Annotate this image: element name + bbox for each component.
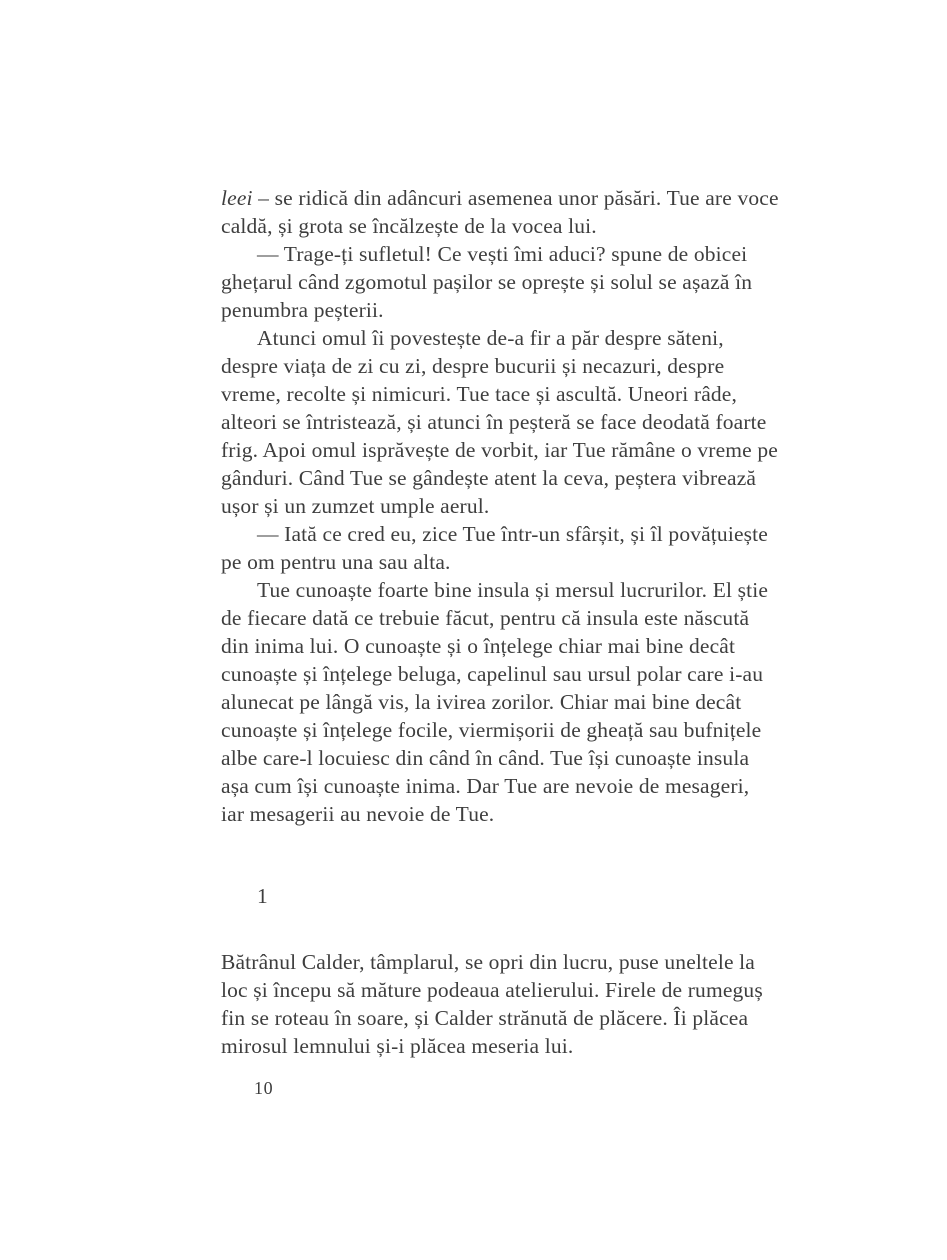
text-line: — Iată ce cred eu, zice Tue într-un sfârșit, și îl povățuiește (257, 522, 768, 546)
page-number: 10 (254, 1078, 274, 1098)
text-line: leei – se ridică din adâncuri asemenea unor păsări. Tue are voce (221, 186, 779, 210)
text-line: penumbra peșterii. (221, 298, 384, 322)
text-line: albe care-l locuiesc din când în când. Tue își cunoaște insula (221, 746, 750, 770)
text-line: alunecat pe lângă vis, la ivirea zorilor. Chiar mai bine decât (221, 690, 742, 714)
text-line: așa cum își cunoaște inima. Dar Tue are nevoie de mesageri, (221, 774, 750, 798)
text-line: caldă, și grota se încălzește de la vocea lui. (221, 214, 597, 238)
text-line: loc și începu să măture podeaua atelierului. Firele de rumeguș (221, 978, 763, 1002)
body-text-block (221, 184, 821, 828)
text-line: pe om pentru una sau alta. (221, 550, 451, 574)
text-line: Tue cunoaște foarte bine insula și mersul lucrurilor. El știe (257, 578, 769, 602)
text-line: ghețarul când zgomotul pașilor se oprește și solul se așază în (221, 270, 753, 294)
italic-lead-word: leei (221, 186, 253, 210)
text-line: frig. Apoi omul isprăvește de vorbit, iar Tue rămâne o vreme pe (221, 438, 778, 462)
text-line: iar mesagerii au nevoie de Tue. (221, 802, 495, 826)
text-line: despre viața de zi cu zi, despre bucurii și necazuri, despre (221, 354, 725, 378)
section-number: 1 (257, 884, 268, 908)
text-line: fin se roteau în soare, și Calder strănută de plăcere. Îi plăcea (221, 1006, 749, 1030)
text-line: ușor și un zumzet umple aerul. (221, 494, 490, 518)
text-line: Atunci omul îi povestește de-a fir a păr despre săteni, (257, 326, 724, 350)
text-line: cunoaște și înțelege focile, viermișorii de gheață sau bufnițele (221, 718, 762, 742)
text-line: mirosul lemnului și-i plăcea meseria lui. (221, 1034, 574, 1058)
text-line: de fiecare dată ce trebuie făcut, pentru că insula este născută (221, 606, 750, 630)
text-line: vreme, recolte și nimicuri. Tue tace și ascultă. Uneori râde, (221, 382, 738, 406)
text-line: cunoaște și înțelege beluga, capelinul sau ursul polar care i-au (221, 662, 764, 686)
chapter-text-block (221, 948, 821, 1060)
text-line: din inima lui. O cunoaște și o înțelege chiar mai bine decât (221, 634, 736, 658)
text-line: gânduri. Când Tue se gândește atent la ceva, peștera vibrează (221, 466, 757, 490)
text-line: alteori se întristează, și atunci în peșteră se face deodată foarte (221, 410, 767, 434)
text-line: Bătrânul Calder, tâmplarul, se opri din lucru, puse uneltele la (221, 950, 755, 974)
text-line: — Trage-ți sufletul! Ce vești îmi aduci? spune de obicei (257, 242, 748, 266)
